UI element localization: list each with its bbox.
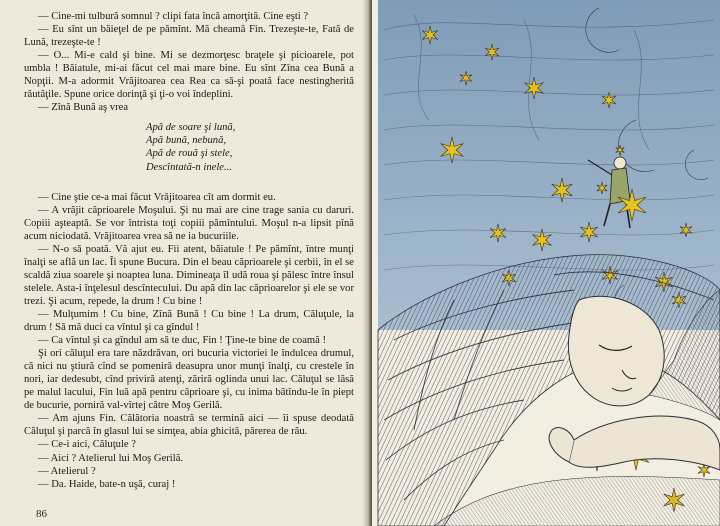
verse-line: Apă de rouă şi stele, bbox=[146, 148, 233, 160]
paragraph: — Ca vîntul şi ca gîndul am să te duc, Fin ! Ţine-te bine de coamă ! bbox=[38, 335, 327, 347]
paragraph: — Zînă Bună aş vrea bbox=[38, 102, 129, 114]
story-text bbox=[24, 10, 354, 491]
paragraph: — Eu sînt un băieţel de pe pămînt. Mă cheamă Fin. Trezeşte-te, Fată de Lună, trezeşte-te ! bbox=[24, 24, 354, 49]
paragraph: — Da. Haide, bate-n uşă, curaj ! bbox=[38, 478, 176, 490]
paragraph: — Ce-i aici, Căluţule ? bbox=[38, 439, 136, 451]
paragraph: — Aici ? Atelierul lui Moş Gerilă. bbox=[38, 452, 184, 464]
verse bbox=[146, 121, 354, 173]
verse-line: Descîntată-n inele... bbox=[146, 161, 232, 173]
paragraph: — N-o să poată. Vă ajut eu. Fii atent, băiatule ! Pe pămînt, între munţi înalţi se află un lac. Îi spune Bucura. Din el beau căprioarele şi cerbii, în el se scaldă ziua soarele şi noaptea luna. Dimineaţa îl udă roua şi pălesc între însul stelele. Asta-i înţelesul descîntecului. Du apă din lac căprioarelor şi ele se vor trezi. Şi acum, repede, la drum ! Cu bine ! bbox=[24, 243, 354, 307]
paragraph: — A vrăjit căprioarele Moşului. Şi nu mai are cine trage sania cu daruri. Copiii aşteaptă. Se vor întrista toţi copiii pămîntului. Moşul n-a lipsit pînă acum niciodată. Vrăjitoarea vrea să ne ia bucuriile. bbox=[24, 204, 354, 242]
paragraph: — Am ajuns Fin. Călătoria noastră se termină aici — îi spuse deodată Căluţul şi parcă în glasul lui se simţea, abia ghicită, părerea de rău. bbox=[24, 413, 354, 438]
paragraph: — Cine-mi tulbură somnul ? clipi fata încă amorţită. Cine eşti ? bbox=[38, 11, 309, 22]
paragraph: Şi ori căluţul era tare năzdrăvan, ori bucuria victoriei le îndulcea drumul, că nici nu ştiură cînd se pomeniră deasupra unor munţi înalţi, cu crestele în nori, iar dedesubt, cînd priviră atenţi, zăriră oglinda unui lac. Căluţul se lăsă pe malul lacului, Fin luă apă pentru căprioare şi, cu inima bătîndu-le în piept de bucurie, porniră val-vîrtej către Moş Gerilă. bbox=[24, 348, 354, 412]
girl-arm bbox=[569, 416, 720, 470]
paragraph: — O... Mi-e cald şi bine. Mi se dezmorţesc braţele şi picioarele, pot umbla ! Băiatule, mi-ai făcut cel mai mare bine. Eu sînt Zîna cea Bună a Nopţii. M-a adormit Vrăjitoarea cea Rea ca să-şi poată face nestingherită răutăţile. Spune orice dorinţă şi ţi-o voi îndeplini. bbox=[24, 50, 354, 101]
verse-line: Apă de soare şi lună, bbox=[146, 122, 236, 134]
table-surface bbox=[434, 476, 720, 526]
paragraph: — Atelierul ? bbox=[38, 465, 96, 477]
page-number: 86 bbox=[36, 508, 47, 520]
paragraph: — Cine ştie ce-a mai făcut Vrăjitoarea cît am dormit eu. bbox=[38, 191, 276, 203]
sleeping-girl-illustration bbox=[374, 0, 720, 526]
illustration bbox=[374, 0, 720, 526]
verse-line: Apă bună, nebună, bbox=[146, 135, 227, 147]
paragraph: — Mulţumim ! Cu bine, Zînă Bună ! Cu bine ! La drum, Căluţule, la drum ! Să mă duci ca vîntul şi ca gîndul ! bbox=[24, 308, 354, 334]
